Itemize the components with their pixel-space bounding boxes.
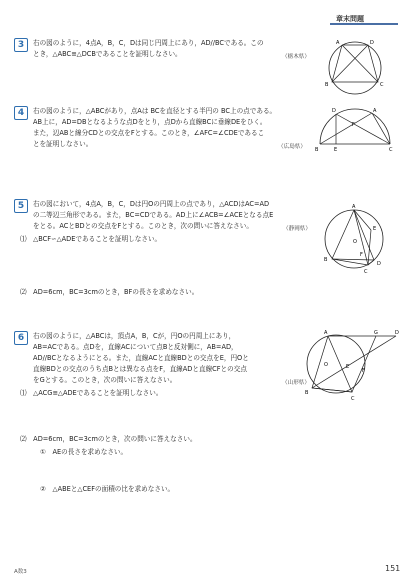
fig3-label-b: B [325,82,329,88]
fig6-label-o: O [324,362,328,368]
fig4-label-f: F [352,122,355,128]
problem-5-line-2: の二等辺三角形である。また，BC=CDである。AD上に∠ACB=∠ACEとなる点E [33,211,274,219]
book-code: A数3 [14,569,27,575]
fig6-label-f: F [362,368,365,374]
fig6-label-g: G [374,330,378,336]
page-number: 151 [385,564,401,573]
fig6-label-d: D [395,330,399,336]
problem-4-figure [312,104,398,154]
fig5-label-f: F [360,252,363,258]
fig3-label-d: D [370,40,374,46]
problem-6-sub-1: ⑴ △ACG≡△ADEであることを証明しなさい。 [20,389,163,397]
fig6-label-c: C [351,396,355,402]
problem-3-figure [312,36,398,96]
problem-5-figure [316,200,392,276]
problem-4-line-2: AB上に，AD=DBとなるような点Dをとり，点Dから直線BCに垂線DEをひく。 [33,118,267,126]
fig5-label-b: B [324,257,328,263]
problem-4-line-3: また，辺ABと線分CDとの交点をFとする。このとき，∠AFC=∠CDEであるこ [33,129,265,137]
fig4-label-e: E [334,147,338,153]
problem-4-number: 4 [14,106,28,120]
problem-6-number: 6 [14,331,28,345]
fig5-label-a: A [352,204,356,210]
fig5-label-c: C [364,269,368,275]
problem-5-sub-2: ⑵ AD=6cm，BC=3cmのとき，BFの長さを求めなさい。 [20,288,199,296]
fig5-label-e: E [373,226,377,232]
fig4-label-a: A [373,108,377,114]
fig4-label-c: C [389,147,393,153]
fig4-label-b: B [315,147,319,153]
fig6-label-e: E [346,364,350,370]
fig6-label-a: A [324,330,328,336]
problem-4-line-1: 右の図のように，△ABCがあり，点Aは BCを直径とする半円の BC上の点である。 [33,107,277,115]
problem-5-line-1: 右の図において，4点A，B，C，Dは円Oの円周上の点であり，△ACDはAC=AD [33,200,270,208]
problem-6-line-1: 右の図のように，△ABCは，頂点A，B，Cが，円Oの円周上にあり， [33,332,236,340]
header-rule [330,23,398,25]
chapter-header: 章末問題 [336,15,364,23]
problem-5-sub-1: ⑴ △BCF∽△ADEであることを証明しなさい。 [20,235,162,243]
problem-3-line-1: 右の図のように，4点A，B，C，Dは同じ円周上にあり，AD//BCである。この [33,39,264,47]
problem-3-source: （栃木県） [282,54,310,60]
problem-3-line-2: とき，△ABC≡△DCBであることを証明しなさい。 [33,50,182,58]
fig5-label-o: O [353,239,357,245]
problem-6-line-2: AB=ACである。点Dを，直線ACについて点Bと反対側に，AB=AD， [33,343,238,351]
problem-5-line-3: をとる。ACとBDとの交点をFとする。このとき，次の問いに答えなさい。 [33,222,253,230]
problem-6-line-4: 直線BDとの交点のうち点Bとは異なる点をF，直線ADと直線CFとの交点 [33,365,247,373]
fig3-label-a: A [336,40,340,46]
problem-6-source: （山形県） [282,380,310,386]
problem-5-number: 5 [14,199,28,213]
problem-3-number: 3 [14,38,28,52]
problem-6-sub-2: ⑵ AD=6cm，BC=3cmのとき，次の問いに答えなさい。 [20,435,197,443]
fig5-label-d: D [377,261,381,267]
problem-5-source: （静岡県） [283,226,311,232]
problem-6-sub-2b: ② △ABEと△CEFの面積の比を求めなさい。 [40,485,175,493]
problem-4-line-4: とを証明しなさい。 [33,140,93,148]
fig3-label-c: C [380,82,384,88]
problem-6-sub-2a: ① AEの長さを求めなさい。 [40,448,128,456]
problem-4-source: （広島県） [278,144,306,150]
fig4-label-d: D [332,108,336,114]
problem-6-line-3: AD//BCとなるようにとる。また，直線ACと直線BDとの交点をE，円Oと [33,354,249,362]
problem-6-figure [298,328,402,404]
problem-6-line-5: をGとする。このとき，次の問いに答えなさい。 [33,376,177,384]
fig6-label-b: B [305,390,309,396]
